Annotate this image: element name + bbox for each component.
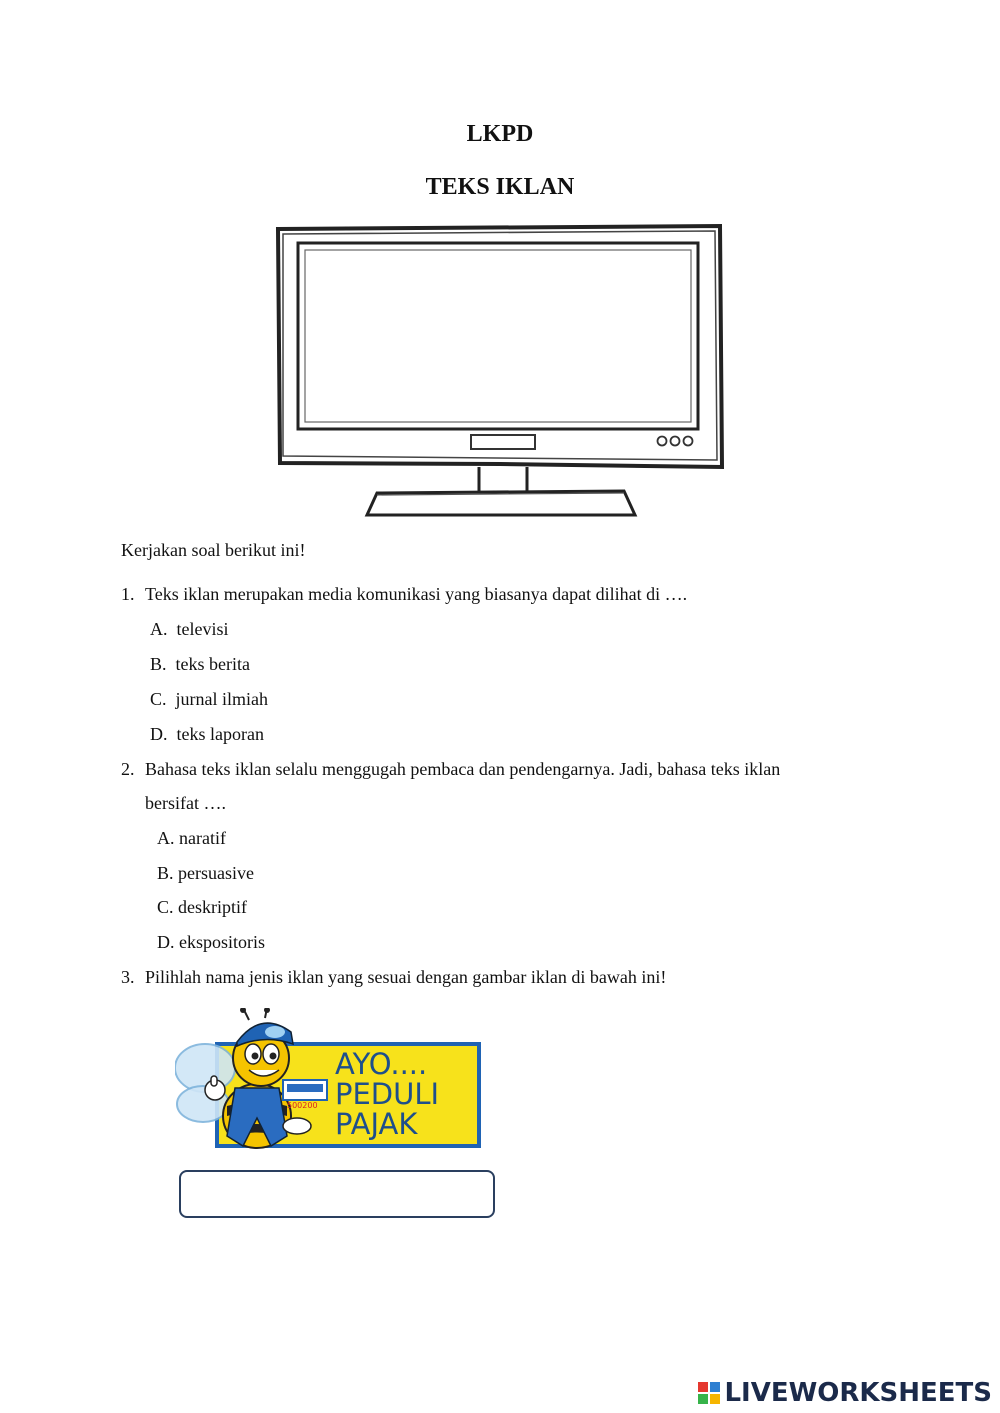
ad-text-line1: AYO.... xyxy=(335,1047,428,1081)
question-2-text-line2: bersifat …. xyxy=(145,793,226,813)
q2-option-d[interactable]: D. ekspositoris xyxy=(157,932,266,952)
question-2-text-line1: Bahasa teks iklan selalu menggugah pembaca dan pendengarnya. Jadi, bahasa teks iklan xyxy=(145,759,781,779)
question-3-number: 3. xyxy=(121,967,135,987)
q2-option-c[interactable]: C. deskriptif xyxy=(157,897,248,917)
q1-option-c[interactable]: C. jurnal ilmiah xyxy=(150,689,268,709)
page-subtitle: TEKS IKLAN xyxy=(425,174,575,200)
ad-small-text: 500200 xyxy=(287,1101,318,1110)
q1-option-a[interactable]: A. televisi xyxy=(150,619,229,639)
television-illustration xyxy=(274,223,726,518)
instruction-text: Kerjakan soal berikut ini! xyxy=(121,540,306,560)
brand-name: LIVEWORKSHEETS xyxy=(724,1378,992,1408)
question-1-number: 1. xyxy=(121,584,135,604)
question-3-text: Pilihlah nama jenis iklan yang sesuai dengan gambar iklan di bawah ini! xyxy=(145,967,667,987)
question-1-text: Teks iklan merupakan media komunikasi yang biasanya dapat dilihat di …. xyxy=(145,584,688,604)
ad-text-line3: PAJAK xyxy=(335,1107,418,1141)
q2-option-a[interactable]: A. naratif xyxy=(157,828,226,848)
q1-option-b[interactable]: B. teks berita xyxy=(150,654,250,674)
page-title: LKPD xyxy=(466,121,534,147)
tax-ad-image xyxy=(175,1008,485,1150)
ad-text-line2: PEDULI xyxy=(335,1077,440,1111)
liveworksheets-logo xyxy=(698,1378,992,1408)
q2-option-b[interactable]: B. persuasive xyxy=(157,863,254,883)
question-2-number: 2. xyxy=(121,759,135,779)
answer-input-box[interactable] xyxy=(179,1170,495,1218)
q1-option-d[interactable]: D. teks laporan xyxy=(150,724,264,744)
liveworksheets-icon xyxy=(698,1382,720,1404)
